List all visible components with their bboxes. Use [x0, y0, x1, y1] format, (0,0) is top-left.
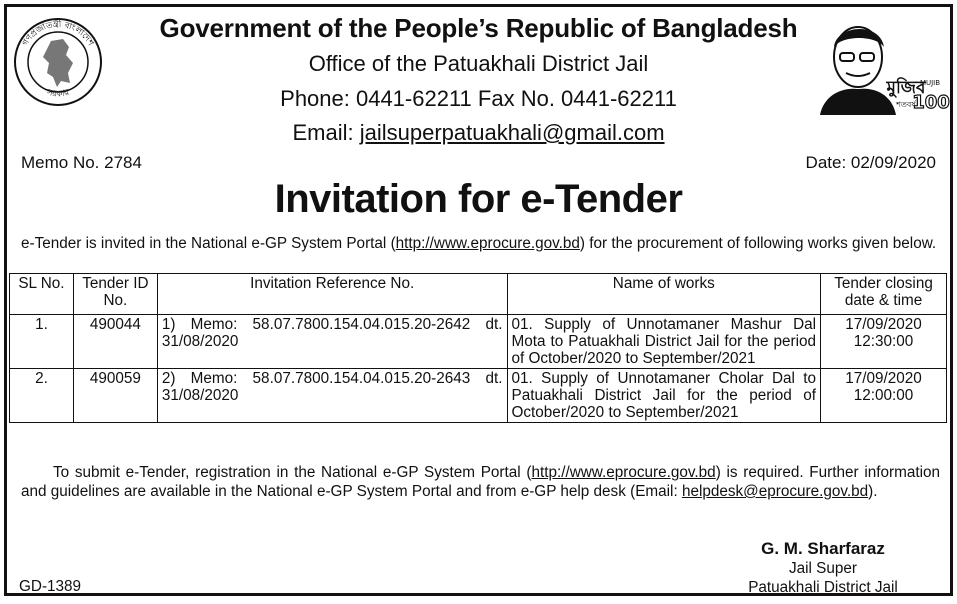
row-reference: 1) Memo: 58.07.7800.154.04.015.20-2642 dt. 31/08/2020	[157, 315, 507, 369]
row-closing	[821, 315, 947, 369]
intro-paragraph	[21, 235, 940, 252]
signatory-designation: Jail Super	[788, 560, 858, 577]
row-works: 01. Supply of Unnotamaner Mashur Dal Mota to Patuakhali District Jail for the period of October/2020 to September/2021	[507, 315, 821, 369]
helpdesk-email-link[interactable]: helpdesk@eprocure.gov.bd	[681, 483, 869, 500]
closing-time: 12:00:00	[853, 387, 914, 404]
logo-text-en: MUJIB	[919, 79, 941, 87]
table-header-row	[10, 274, 947, 315]
office-name: Office of the Patuakhali District Jail	[308, 51, 649, 76]
closing-time: 12:30:00	[853, 333, 914, 350]
government-title: Government of the People’s Republic of Bangladesh	[159, 13, 798, 43]
signatory-name: G. M. Sharfaraz	[761, 539, 885, 558]
row-reference: 2) Memo: 58.07.7800.154.04.015.20-2643 dt. 31/08/2020	[157, 369, 507, 423]
phone-fax-line: Phone: 0441-62211 Fax No. 0441-62211	[280, 86, 677, 111]
intro-text-before: e-Tender is invited in the National e-GP System Portal (	[21, 235, 396, 252]
row-closing	[821, 369, 947, 423]
header-reference: Invitation Reference No.	[157, 274, 507, 315]
email-link[interactable]: jailsuperpatuakhali@gmail.com	[359, 120, 665, 145]
logo-text-bn-small: শতবর্ষ	[896, 100, 916, 109]
header-works: Name of works	[507, 274, 821, 315]
mujib-100-logo-icon	[806, 15, 950, 115]
row-sl: 1.	[10, 315, 74, 369]
memo-number: Memo No. 2784	[21, 153, 142, 172]
tender-notice	[4, 4, 953, 596]
notice-title: Invitation for e-Tender	[274, 177, 683, 221]
logo-number: 100	[912, 92, 950, 113]
closing-date: 17/09/2020	[845, 370, 922, 387]
row-tender-id: 490044	[73, 315, 157, 369]
seal-text-bottom: সরকার	[45, 87, 71, 100]
row-sl: 2.	[10, 369, 74, 423]
eprocure-link[interactable]: http://www.eprocure.gov.bd	[395, 235, 580, 252]
header-sl: SL No.	[10, 274, 74, 315]
footer-paragraph	[21, 463, 940, 501]
footer-text-1: To submit e-Tender, registration in the National e-GP System Portal (	[53, 464, 532, 481]
closing-date: 17/09/2020	[845, 316, 922, 333]
gd-number: GD-1389	[19, 578, 82, 595]
tender-table	[9, 273, 947, 423]
seal-text-top: গণপ্রজাতন্ত্রী বাংলাদেশ	[20, 19, 96, 48]
intro-text-after: ) for the procurement of following works given below.	[579, 235, 937, 252]
table-row	[10, 315, 947, 369]
signature-block	[708, 539, 938, 597]
row-works: 01. Supply of Unnotamaner Cholar Dal to Patuakhali District Jail for the period of October/2020 to September/2021	[507, 369, 821, 423]
header-closing: Tender closing date & time	[821, 274, 947, 315]
table-row	[10, 369, 947, 423]
header-tender-id: Tender ID No.	[73, 274, 157, 315]
logo-text-bn: মুজিব	[886, 78, 926, 98]
email-label: Email:	[292, 120, 360, 145]
notice-date: Date: 02/09/2020	[805, 153, 936, 172]
signatory-office: Patuakhali District Jail	[748, 579, 898, 596]
footer-text-2: ) is required. Further information and guidelines are available in the National e-GP System Portal and from e-GP help desk (Email:	[21, 464, 940, 500]
email-line	[7, 120, 950, 146]
footer-text-3: ).	[868, 483, 878, 500]
eprocure-link-footer[interactable]: http://www.eprocure.gov.bd	[531, 464, 716, 481]
row-tender-id: 490059	[73, 369, 157, 423]
